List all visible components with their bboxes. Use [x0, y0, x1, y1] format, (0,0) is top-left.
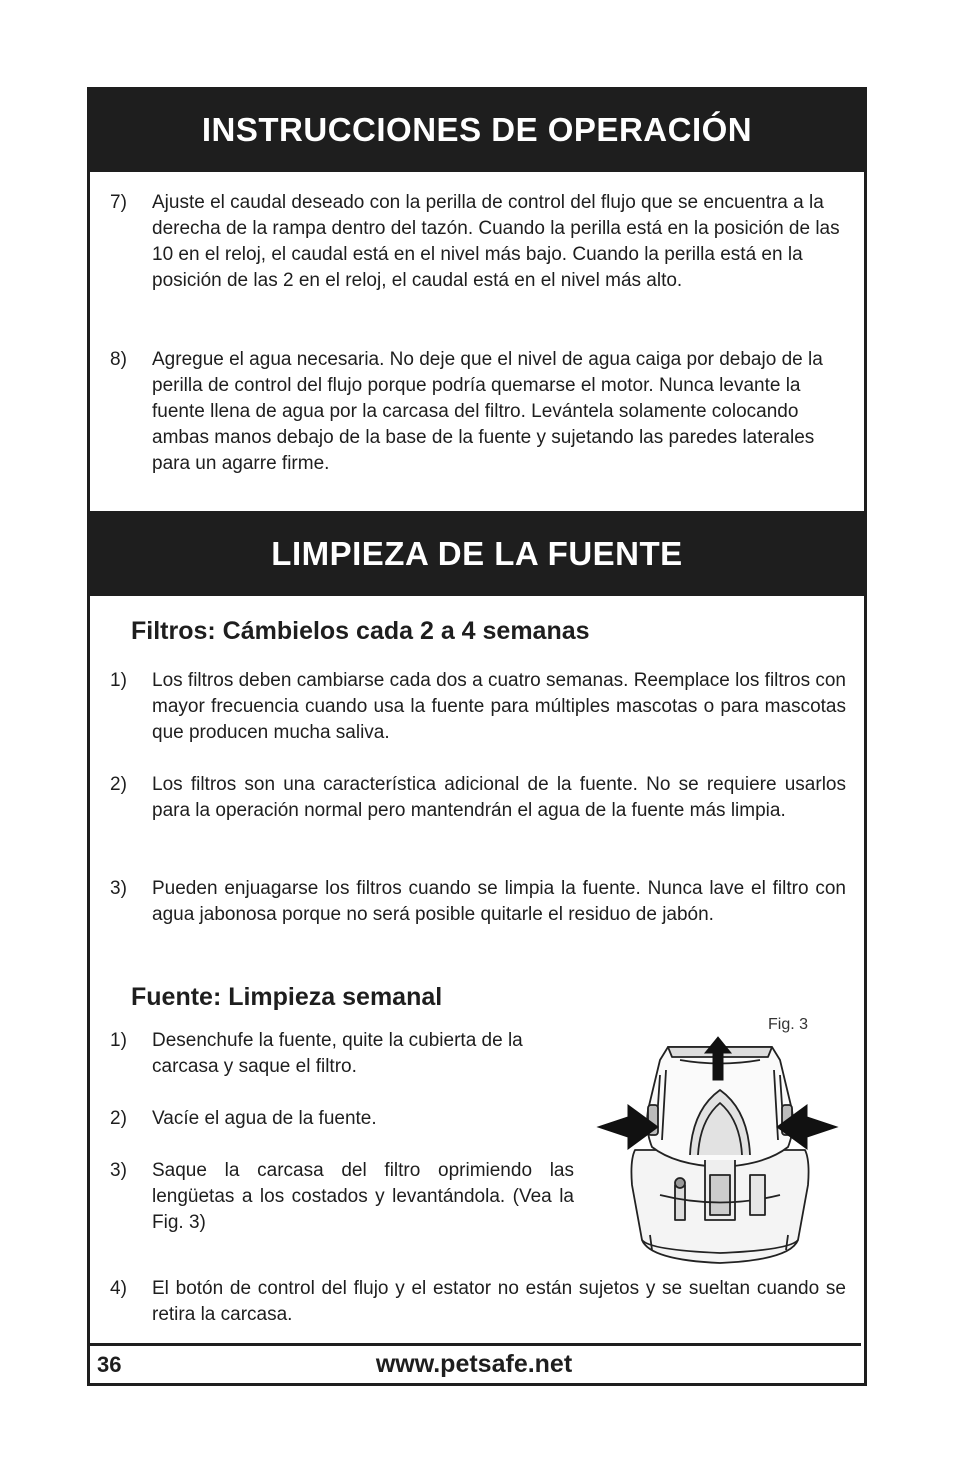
item-number: 3): [110, 878, 127, 899]
item-number: 8): [110, 349, 127, 370]
item-text: Ajuste el caudal deseado con la perilla de control del flujo que se encuentra a la derecha de la rampa dentro del tazón. Cuando la perilla está en la posición de las 10 en el reloj, el caudal está en el nivel más bajo. Cuando la perilla está en la posición de las 2 en el reloj, el caudal está en el nivel más alto.: [152, 192, 840, 291]
item-text: Los filtros son una característica adicional de la fuente. No se requiere usarlos para la operación normal pero mantendrán el agua de la fuente más limpia.: [152, 774, 846, 821]
item-text: Agregue el agua necesaria. No deje que el nivel de agua caiga por debajo de la perilla de control del flujo porque podría quemarse el motor. Nunca levante la fuente llena de agua por la carcasa del filtro. Levántela solamente colocando ambas manos debajo de la base de la fuente y sujetando las paredes laterales para un agarre firme.: [152, 349, 823, 474]
item-text: Vacíe el agua de la fuente.: [152, 1108, 377, 1129]
page-number: 36: [97, 1352, 122, 1377]
item-number: 7): [110, 192, 127, 213]
section-banner-operation: [87, 87, 867, 172]
subheading-filters: Filtros: Cámbielos cada 2 a 4 semanas: [131, 617, 590, 645]
item-number: 2): [110, 1108, 127, 1129]
item-number: 2): [110, 774, 127, 795]
page-footer: [87, 1343, 861, 1383]
item-text: Pueden enjuagarse los filtros cuando se limpia la fuente. Nunca lave el filtro con agua jabonosa porque no será posible quitarle el residuo de jabón.: [152, 878, 846, 925]
item-text: Desenchufe la fuente, quite la cubierta de la carcasa y saque el filtro.: [152, 1030, 523, 1077]
item-text: El botón de control del flujo y el estator no están sujetos y se sueltan cuando se retira la carcasa.: [152, 1278, 846, 1325]
item-text: Los filtros deben cambiarse cada dos a cuatro semanas. Reemplace los filtros con mayor frecuencia cuando usa la fuente para múltiples mascotas o para mascotas que producen mucha saliva.: [152, 670, 846, 743]
item-number: 1): [110, 1030, 127, 1051]
item-number: 4): [110, 1278, 127, 1299]
item-number: 1): [110, 670, 127, 691]
item-number: 3): [110, 1160, 127, 1181]
section-banner-cleaning: [87, 511, 867, 596]
website-url: www.petsafe.net: [375, 1350, 573, 1378]
section-title: LIMPIEZA DE LA FUENTE: [271, 535, 683, 572]
figure-label: Fig. 3: [768, 1016, 809, 1033]
subheading-fountain: Fuente: Limpieza semanal: [131, 983, 443, 1011]
item-text: Saque la carcasa del filtro oprimiendo las lengüetas a los costados y levantándola. (Vea la Fig. 3): [152, 1160, 574, 1233]
section-title: INSTRUCCIONES DE OPERACIÓN: [201, 111, 753, 148]
fountain-filter-housing-illustration: [590, 1035, 845, 1270]
